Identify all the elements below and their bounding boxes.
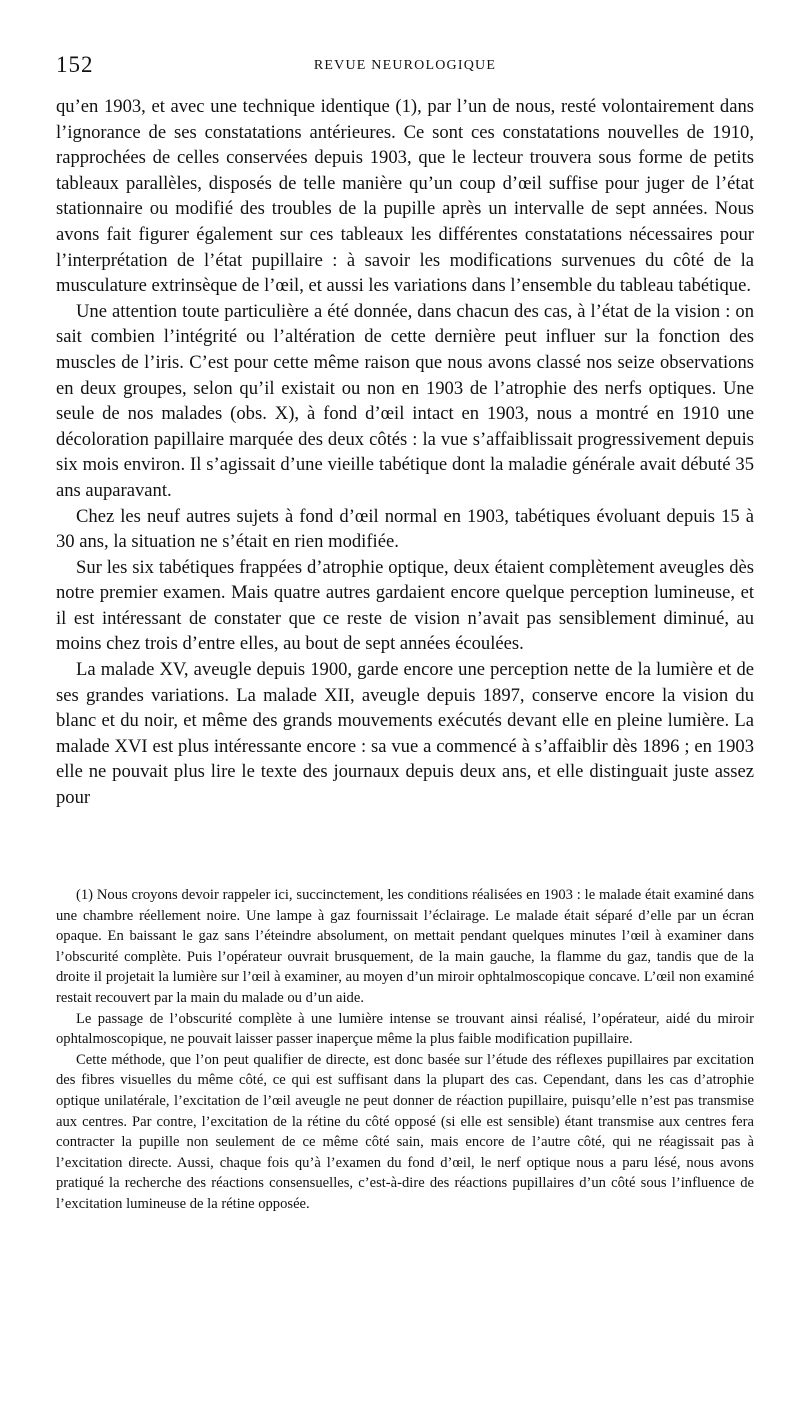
footnotes bbox=[56, 885, 754, 1215]
paragraph: Chez les neuf autres sujets à fond d’œil normal en 1903, tabétiques évoluant depuis 15 à 30 ans, la situation ne s’était en rien modifiée. bbox=[56, 505, 754, 553]
paragraph: qu’en 1903, et avec une technique identique (1), par l’un de nous, resté volontairement dans l’ignorance de ses constatations antérieures. Ce sont ces constatations nouvelles de 1910, rapprochées de celles conservées depuis 1903, que le lecteur trouvera sous forme de petits tableaux parallèles, disposés de telle manière qu’un coup d’œil suffise pour juger de l’état stationnaire ou modifié des troubles de la pupille après un intervalle de sept années. Nous avons fait figurer également sur ces tableaux les différentes constatations nécessaires pour l’interprétation de l’état pupillaire : à savoir les modifications survenues du côté de la musculature extrinsèque de l’œil, et aussi les variations dans l’ensemble du tableau tabétique. bbox=[56, 96, 754, 297]
footnote-paragraph: (1) Nous croyons devoir rappeler ici, succinctement, les conditions réalisées en 1903 : le malade était examiné dans une chambre réellement noire. Une lampe à gaz fournissait l’éclairage. Le malade était séparé d’elle par un écran opaque. En baissant le gaz sans l’éteindre absolument, on mettait pendant quelques minutes l’œil à examiner dans l’obscurité complète. Puis l’opérateur ouvrait brusquement, de la main gauche, la flamme du gaz, tandis que de la droite il projetait la lumière sur l’œil à examiner, au moyen d’un miroir ophtalmoscopique concave. L’œil non examiné restait recouvert par la main du malade ou d’un aide. bbox=[56, 887, 754, 1006]
paragraph: Sur les six tabétiques frappées d’atrophie optique, deux étaient complètement aveugles dès notre premier examen. Mais quatre autres gardaient encore quelque perception lumineuse, et il est intéressant de constater que ce reste de vision n’avait pas sensiblement diminué, au moins chez trois d’entre elles, au bout de sept années écoulées. bbox=[56, 556, 754, 655]
page-number: 152 bbox=[56, 52, 94, 77]
footnote-paragraph: Le passage de l’obscurité complète à une lumière intense se trouvant ainsi réalisé, l’opérateur, aidé du miroir ophtalmoscopique, ne pouvait laisser passer inaperçue même la plus faible modification pupillaire. bbox=[56, 1010, 754, 1048]
paragraph: Une attention toute particulière a été donnée, dans chacun des cas, à l’état de la vision : on sait combien l’intégrité ou l’altération de cette dernière peut influer sur la fonction des muscles de l’iris. C’est pour cette même raison que nous avons classé nos seize observations en deux groupes, selon qu’il existait ou non en 1903 de l’atrophie des nerfs optiques. Une seule de nos malades (obs. X), à fond d’œil intact en 1903, nous a montré en 1910 une décoloration papillaire marquée des deux côtés : la vue s’affaiblissait progressivement depuis six mois environ. Il s’agissait d’une vieille tabétique dont la maladie générale avait débuté 35 ans auparavant. bbox=[56, 300, 754, 501]
paragraph: La malade XV, aveugle depuis 1900, garde encore une perception nette de la lumière et de ses grandes variations. La malade XII, aveugle depuis 1897, conserve encore la vision du blanc et du noir, et même des grands mouvements exécutés devant elle en pleine lumière. La malade XVI est plus intéressante encore : sa vue a commencé à s’affaiblir dès 1896 ; en 1903 elle ne pouvait plus lire le texte des journaux depuis deux ans, et elle distinguait juste assez pour bbox=[56, 659, 754, 809]
page-header bbox=[56, 52, 754, 82]
running-head: REVUE NEUROLOGIQUE bbox=[313, 58, 497, 73]
main-text bbox=[56, 94, 754, 811]
footnote-paragraph: Cette méthode, que l’on peut qualifier de directe, est donc basée sur l’étude des réflexes pupillaires par excitation des fibres visuelles du même côté, ce qui est suffisant dans la plupart des cas. Cependant, dans les cas d’atrophie optique unilatérale, l’excitation de l’œil aveugle ne peut donner de réaction pupillaire, puisqu’elle n’est pas transmise aux centres. Par contre, l’excitation de la rétine du côté opposé (si elle est sensible) étant transmise aux centres fera contracter la pupille non seulement de ce même côté sain, mais encore de l’autre côté, qui ne réagissait pas à l’excitation directe. Aussi, chaque fois qu’à l’examen du fond d’œil, le nerf optique nous a paru lésé, nous avons pratiqué la recherche des réactions consensuelles, c’est-à-dire des réactions pupillaires d’un côté sous l’influence de l’excitation lumineuse de la rétine opposée. bbox=[56, 1051, 754, 1212]
